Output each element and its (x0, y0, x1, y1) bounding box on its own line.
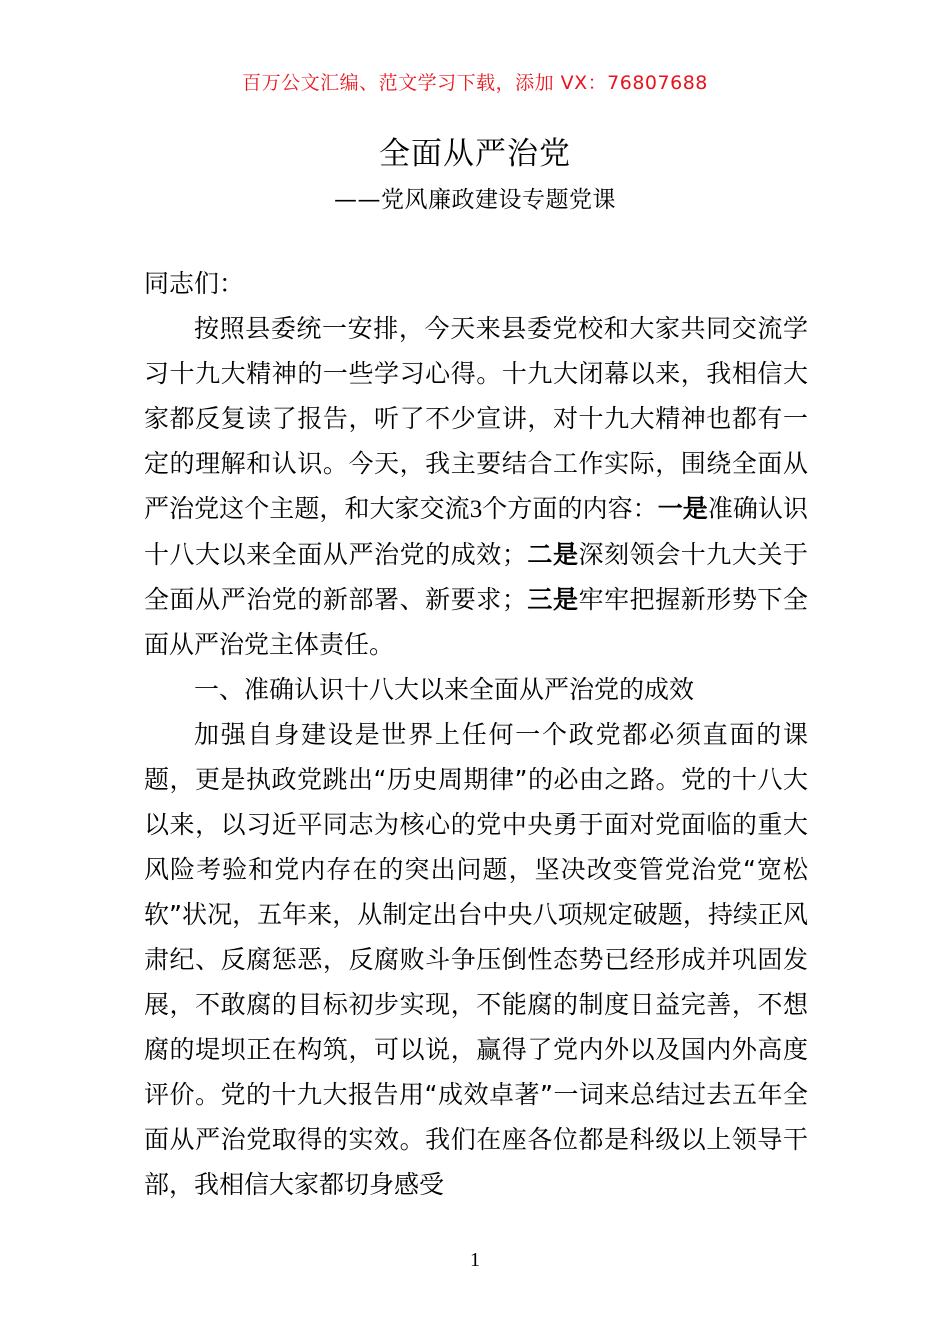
document-body (144, 261, 808, 1207)
paragraph-text: 深刻领会十九大关于全面从严治党的新部署、新要求； (144, 540, 808, 614)
paragraph-text: 个方面的内容： (482, 494, 658, 523)
emphasis-first: 一是 (657, 494, 708, 523)
paragraph-intro (144, 306, 808, 667)
salutation: 同志们： (144, 269, 245, 298)
page-number: 1 (470, 1249, 480, 1271)
document-subtitle: ——党风廉政建设专题党课 (334, 187, 616, 213)
paragraph-text: 牢牢把握新形势下全面从严治党主体责任。 (144, 585, 808, 659)
paragraph-number: 3 (469, 496, 483, 523)
document-title: 全面从严治党 (379, 136, 571, 172)
watermark-header: 百万公文汇编、范文学习下载，添加 VX：76807688 (242, 72, 708, 94)
paragraph-section1: 加强自身建设是世界上任何一个政党都必须直面的课题，更是执政党跳出“历史周期律”的必由之路。党的十八大以来，以习近平同志为核心的党中央勇于面对党面临的重大风险考验和党内存在的突出问题，坚决改变管党治党“宽松软”状况，五年来，从制定出台中央八项规定破题，持续正风肃纪、反腐惩恶，反腐败斗争压倒性态势已经形成并巩固发展，不敢腐的目标初步实现，不能腐的制度日益完善，不想腐的堤坝正在构筑，可以说，赢得了党内外以及国内外高度评价。党的十九大报告用“成效卓著”一词来总结过去五年全面从严治党取得的实效。我们在座各位都是科级以上领导干部，我相信大家都切身感受 (144, 720, 808, 1199)
emphasis-second: 二是 (526, 540, 579, 569)
paragraph-text: 按照县委统一安排，今天来县委党校和大家共同交流学习十九大精神的一些学习心得。十九大闭幕以来，我相信大家都反复读了报告，听了不少宣讲，对十九大精神也都有一定的理解和认识。今天，我主要结合工作实际，围绕全面从严治党这个主题，和大家交流 (144, 314, 808, 523)
section-heading: 一、准确认识十八大以来全面从严治党的成效 (194, 675, 695, 704)
paragraph-text: 准确认识十八大以来全面从严治党的成效； (144, 494, 808, 569)
emphasis-third: 三是 (526, 585, 579, 614)
